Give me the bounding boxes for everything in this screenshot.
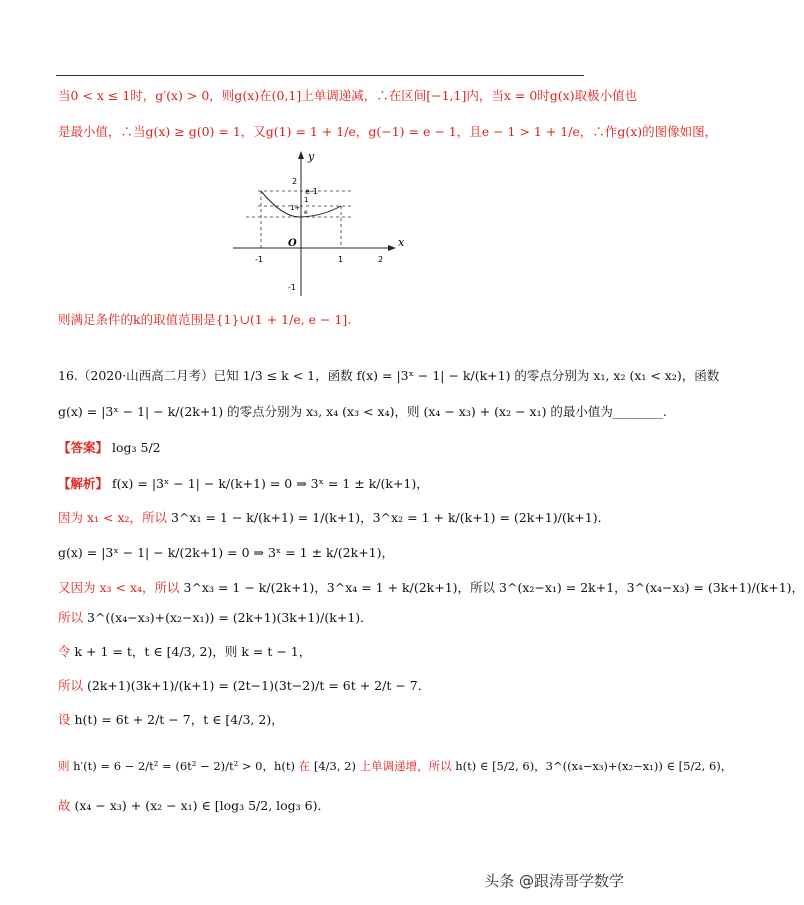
- analysis-line-6: [58, 644, 311, 660]
- analysis-red-8: 设: [58, 712, 71, 727]
- analysis-black-9a: h′(t) = 6 − 2/t² = (6t² − 2)/t² > 0，h(t): [73, 759, 296, 773]
- analysis-line-5: [58, 610, 373, 626]
- tick-x-neg1: -1: [255, 255, 263, 264]
- tick-1-plus: 1+: [290, 204, 301, 212]
- analysis-black-6: k + 1 = t，t ∈ [4/3, 2)，则 k = t − 1，: [74, 644, 312, 659]
- tick-x-2: 2: [378, 255, 384, 264]
- tick-y-2: 2: [292, 177, 298, 186]
- analysis-black-9b: [4/3, 2): [313, 759, 356, 773]
- analysis-red-10: 故: [58, 798, 71, 813]
- y-axis-label: y: [308, 150, 315, 163]
- tick-e: e: [304, 209, 308, 216]
- analysis-red-5: 所以: [58, 610, 84, 625]
- x-axis-label: x: [398, 236, 405, 249]
- origin-label: O: [288, 238, 297, 249]
- analysis-tag: 【解析】: [58, 476, 109, 491]
- watermark: 头条 @跟涛哥学数学: [484, 872, 624, 890]
- answer-value: log₃ 5/2: [112, 440, 161, 455]
- analysis-red-2: 因为 x₁ < x₂，所以: [58, 510, 168, 525]
- tick-e-minus-1: e-1: [305, 187, 318, 196]
- analysis-line-9: [58, 758, 732, 774]
- answer-line: [58, 440, 161, 456]
- q16-line-1: 16.（2020·山西高二月考）已知 1/3 ≤ k < 1，函数 f(x) = |3ˣ − 1| − k/(k+1) 的零点分别为 x₁, x₂ (x₁ < x₂)，函数: [58, 368, 720, 383]
- analysis-red-9c: 上单调递增，所以: [359, 759, 452, 773]
- solution-line-1: 当0 < x ≤ 1时，g′(x) > 0，则g(x)在(0,1]上单调递减，∴在区间[−1,1]内，当x = 0时g(x)取极小值也: [58, 88, 638, 103]
- analysis-black-8: h(t) = 6t + 2/t − 7，t ∈ [4/3, 2)，: [74, 712, 284, 727]
- analysis-line-1: [58, 476, 429, 492]
- analysis-red-6: 令: [58, 644, 71, 659]
- y-axis-arrow: [298, 151, 304, 159]
- tick-x-1: 1: [338, 255, 344, 264]
- analysis-line-2: [58, 510, 610, 526]
- analysis-black-7: (2k+1)(3k+1)/(k+1) = (2t−1)(3t−2)/t = 6t + 2/t − 7．: [87, 678, 431, 693]
- analysis-line-4: [58, 580, 804, 596]
- analysis-text-1: f(x) = |3ˣ − 1| − k/(k+1) = 0 ⇒ 3ˣ = 1 ± k/(k+1)，: [112, 476, 429, 491]
- analysis-black-9c: h(t) ∈ [5/2, 6)，3^((x₄−x₃)+(x₂−x₁)) ∈ [5/2, 6)，: [455, 759, 733, 773]
- analysis-line-7: [58, 678, 430, 694]
- analysis-line-3: g(x) = |3ˣ − 1| − k/(2k+1) = 0 ⇒ 3ˣ = 1 ± k/(2k+1)，: [58, 545, 395, 560]
- tick-y-neg1: -1: [288, 283, 296, 292]
- analysis-black-4: 3^x₃ = 1 − k/(2k+1)，3^x₄ = 1 + k/(2k+1)，所以 3^(x₂−x₁) = 2k+1，3^(x₄−x₃) = (3k+1)/(k+1)，: [183, 580, 804, 595]
- analysis-black-5: 3^((x₄−x₃)+(x₂−x₁)) = (2k+1)(3k+1)/(k+1)．: [87, 610, 373, 625]
- answer-tag: 【答案】: [58, 440, 109, 455]
- analysis-black-2: 3^x₁ = 1 − k/(k+1) = 1/(k+1)，3^x₂ = 1 + k/(k+1) = (2k+1)/(k+1)．: [171, 510, 611, 525]
- analysis-red-9a: 则: [58, 759, 70, 773]
- analysis-red-9b: 在: [298, 759, 311, 773]
- solution-line-2: 是最小值，∴当g(x) ≥ g(0) = 1，又g(1) = 1 + 1/e，g(−1) = e − 1，且e − 1 > 1 + 1/e，∴作g(x)的图像如图，: [58, 124, 718, 139]
- analysis-line-8: [58, 712, 284, 728]
- analysis-black-10: (x₄ − x₃) + (x₂ − x₁) ∈ [log₃ 5/2, log₃ 6)．: [74, 798, 330, 813]
- top-rule: [56, 75, 584, 76]
- tick-1-frac: 1: [304, 196, 309, 204]
- analysis-line-10: [58, 798, 330, 814]
- analysis-red-7: 所以: [58, 678, 84, 693]
- solution-line-3: 则满足条件的k的取值范围是{1}∪(1 + 1/e, e − 1].: [58, 312, 352, 327]
- analysis-red-4: 又因为 x₃ < x₄，所以: [58, 580, 180, 595]
- x-axis-arrow: [388, 245, 396, 251]
- q16-line-2: g(x) = |3ˣ − 1| − k/(2k+1) 的零点分别为 x₃, x₄ (x₃ < x₄)，则 (x₄ − x₃) + (x₂ − x₁) 的最小值为________.: [58, 404, 667, 419]
- function-graph: [228, 148, 408, 298]
